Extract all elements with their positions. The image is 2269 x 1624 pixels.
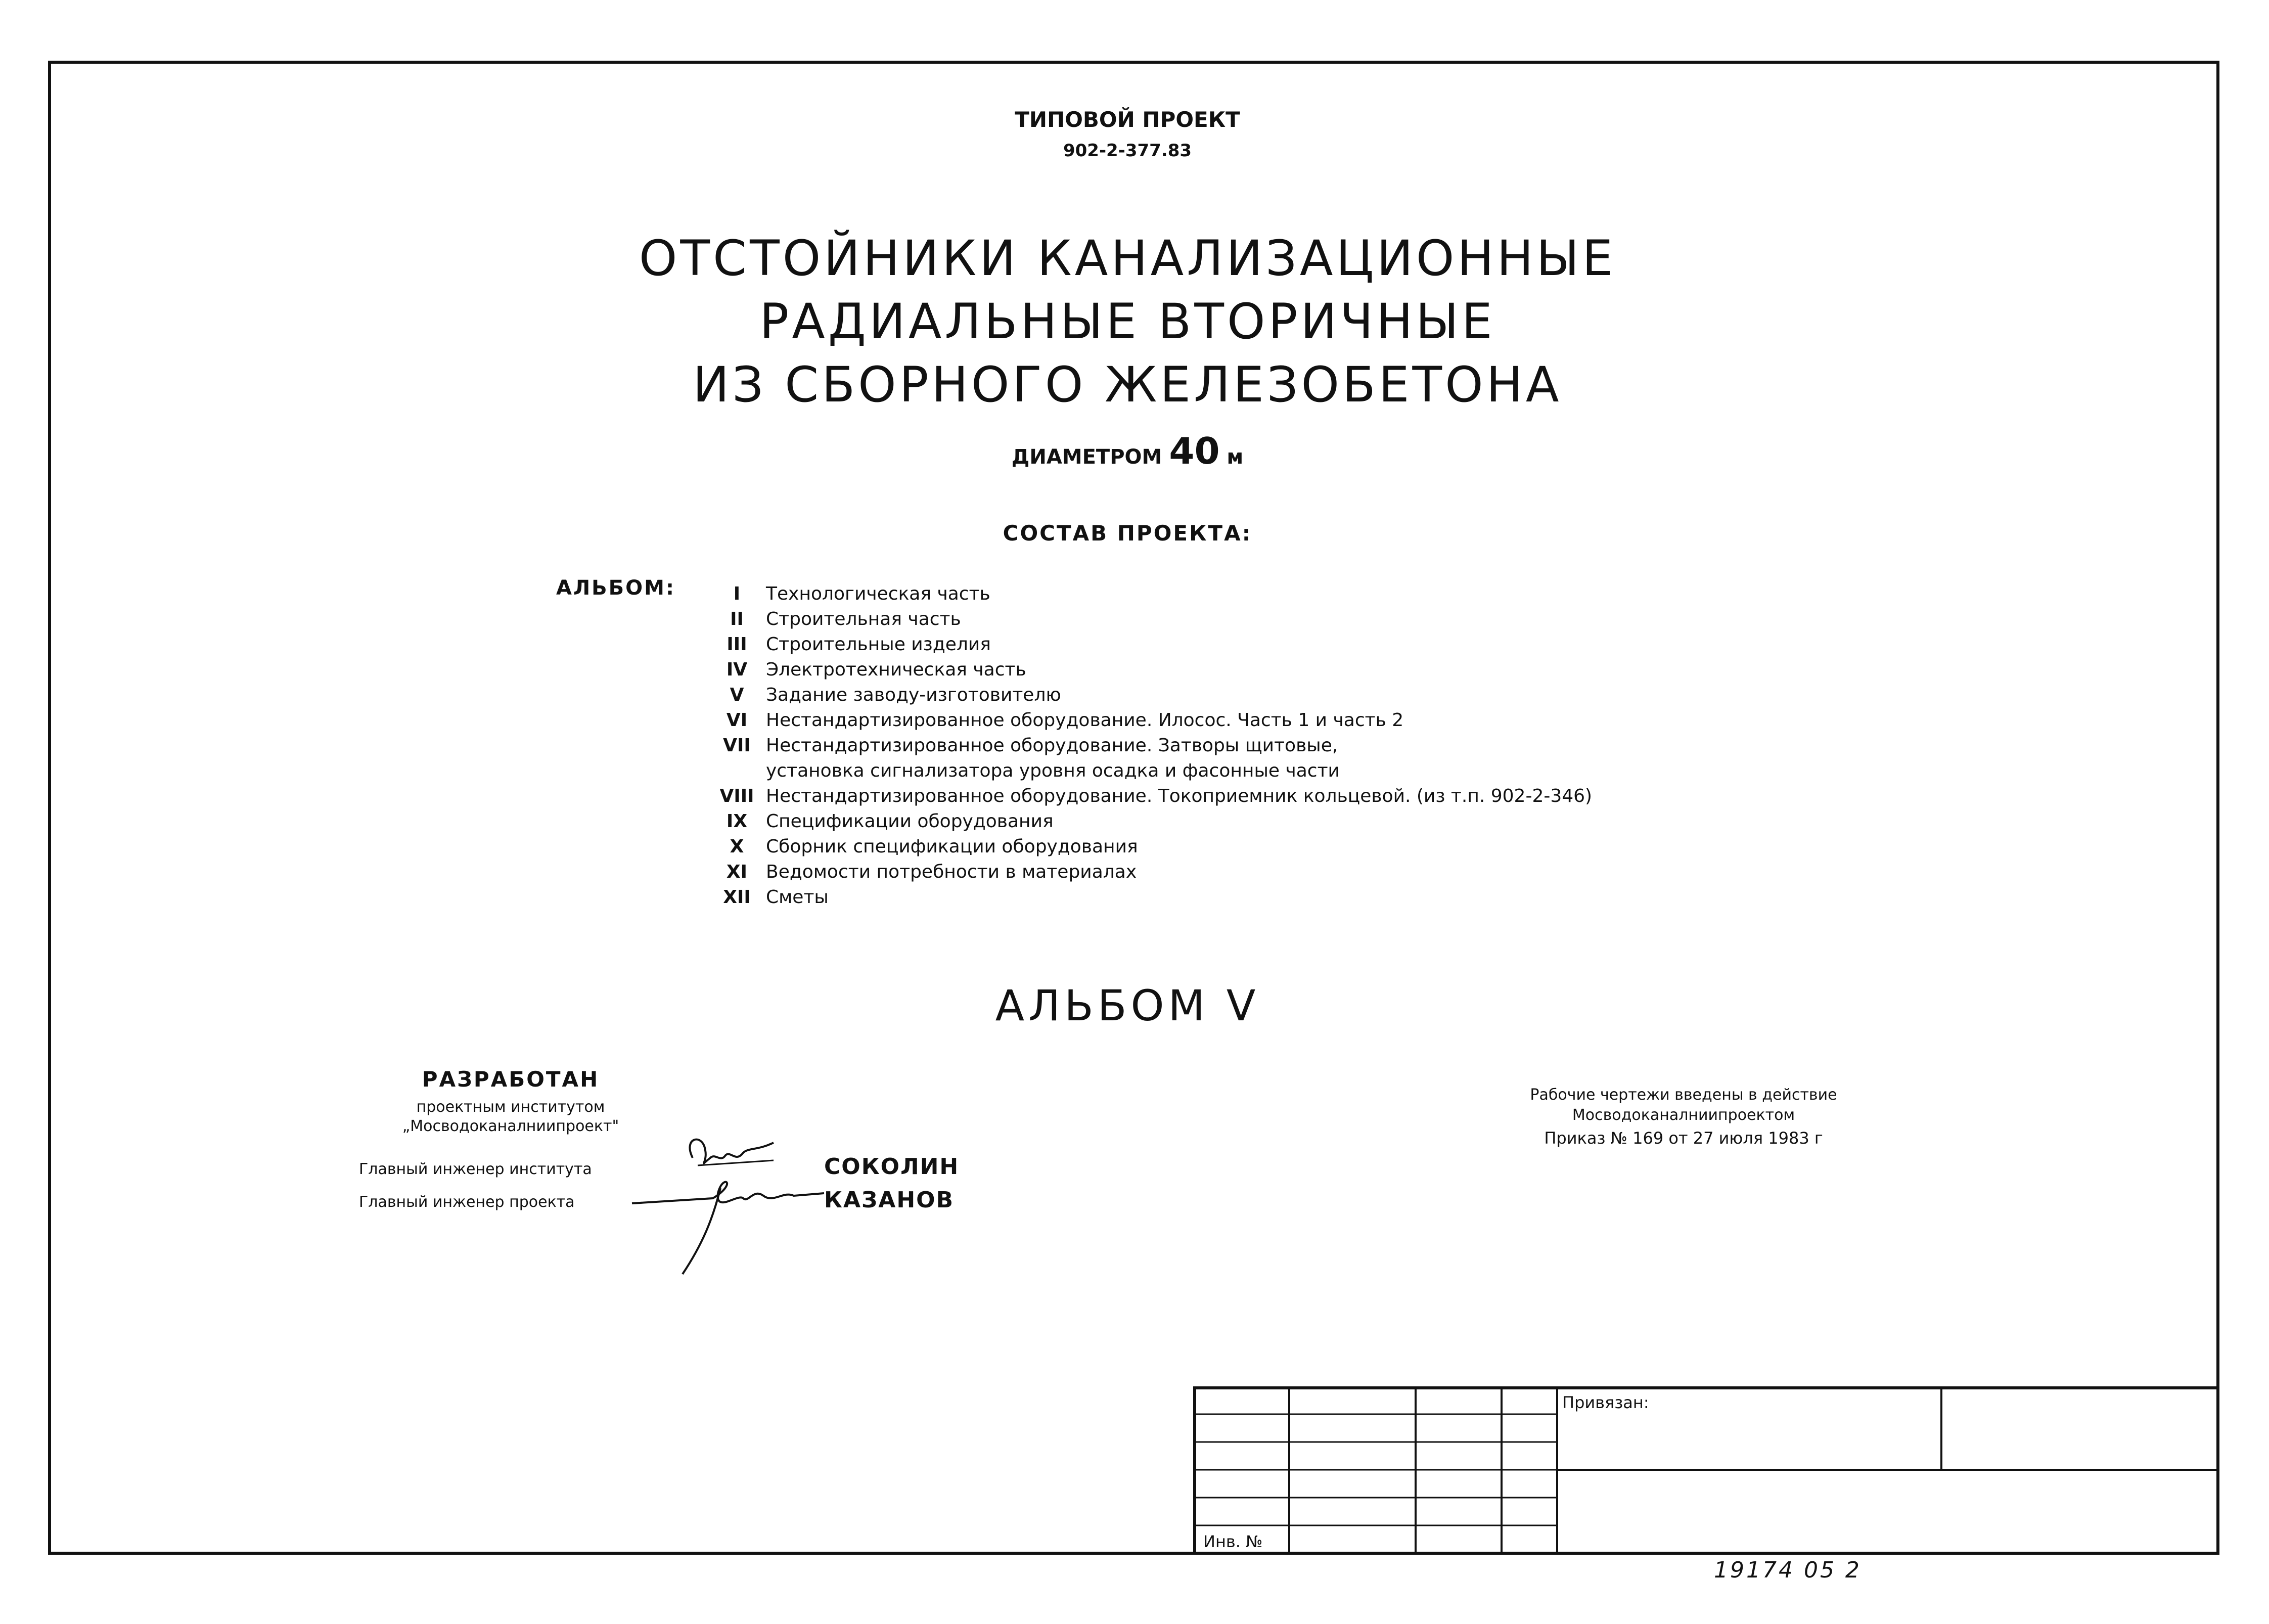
album-title: установка сигнализатора уровня осадка и фасонные части [766,760,1340,781]
developer-institute-line: проектным институтом [416,1098,605,1116]
stamp-inventory-label: Инв. № [1203,1532,1263,1551]
album-item [708,581,990,607]
album-list-label: АЛЬБОМ: [556,576,675,600]
album-title: Технологическая часть [766,583,990,604]
album-item [708,834,1138,860]
album-title: Сборник спецификации оборудования [766,836,1138,857]
order-line-1: Рабочие чертежи введены в действие [1530,1086,1837,1104]
album-title: Нестандартизированное оборудование. Илосос. Часть 1 и часть 2 [766,710,1404,731]
album-title: Нестандартизированное оборудование. Затворы щитовые, [766,735,1338,756]
chief-engineer-project-label: Главный инженер проекта [359,1193,575,1211]
composition-title: СОСТАВ ПРОЕКТА: [1003,521,1252,546]
album-item-continuation [708,758,1340,784]
main-title-line-2: РАДИАЛЬНЫЕ ВТОРИЧНЫЕ [759,293,1495,350]
album-number: II [730,609,744,629]
diameter-value: 40 [1169,430,1220,472]
album-item [708,632,991,657]
album-number: XII [723,887,751,908]
stamp-tied-label: Привязан: [1562,1393,1649,1412]
album-number: IV [726,659,748,680]
album-item [708,733,1338,758]
album-item [708,607,961,632]
album-title: Ведомости потребности в материалах [766,862,1137,882]
main-title-line-3: ИЗ СБОРНОГО ЖЕЛЕЗОБЕТОНА [693,356,1562,413]
album-item [708,683,1061,708]
album-item [708,657,1026,683]
album-number: V [730,685,744,705]
typical-project-label: ТИПОВОЙ ПРОЕКТ [1015,107,1240,132]
handwritten-signatures [622,1127,834,1279]
album-title: Электротехническая часть [766,659,1026,680]
typical-project-number: 902-2-377.83 [1063,141,1192,161]
diameter-line [859,430,1395,472]
developer-institute-name: „Мосводоканалниипроект" [402,1117,619,1135]
main-title-line-1: ОТСТОЙНИКИ КАНАЛИЗАЦИОННЫЕ [639,230,1616,287]
signatory-name-2: КАЗАНОВ [824,1187,955,1213]
album-number: VI [726,710,748,731]
current-album-title: АЛЬБОМ V [995,981,1260,1030]
album-item [708,860,1137,885]
order-line-2: Мосводоканалниипроектом [1572,1106,1795,1124]
diameter-unit: м [1227,445,1244,469]
album-item [708,809,1054,834]
order-line-3: Приказ № 169 от 27 июля 1983 г [1544,1129,1823,1148]
signatory-name-1: СОКОЛИН [824,1154,960,1180]
album-item [708,784,1592,809]
chief-engineer-institute-label: Главный инженер института [359,1160,592,1178]
album-number: X [730,836,744,857]
album-number: IX [726,811,748,832]
diameter-prefix: ДИАМЕТРОМ [1011,445,1162,469]
album-item [708,885,829,910]
album-title: Задание заводу-изготовителю [766,685,1061,705]
album-number: VII [723,735,751,756]
album-title: Нестандартизированное оборудование. Токоприемник кольцевой. (из т.п. 902-2-346) [766,786,1593,806]
album-title: Сметы [766,887,829,908]
document-number: 19174 05 2 [1714,1557,1862,1583]
title-block-stamp [1193,1386,2219,1555]
album-number: XI [726,862,748,882]
album-number: III [727,634,747,655]
album-number: VIII [719,786,754,806]
album-title: Строительная часть [766,609,961,629]
album-item [708,708,1403,733]
album-title: Строительные изделия [766,634,991,655]
album-number: I [733,583,741,604]
album-title: Спецификации оборудования [766,811,1054,832]
developer-title: РАЗРАБОТАН [422,1067,600,1092]
